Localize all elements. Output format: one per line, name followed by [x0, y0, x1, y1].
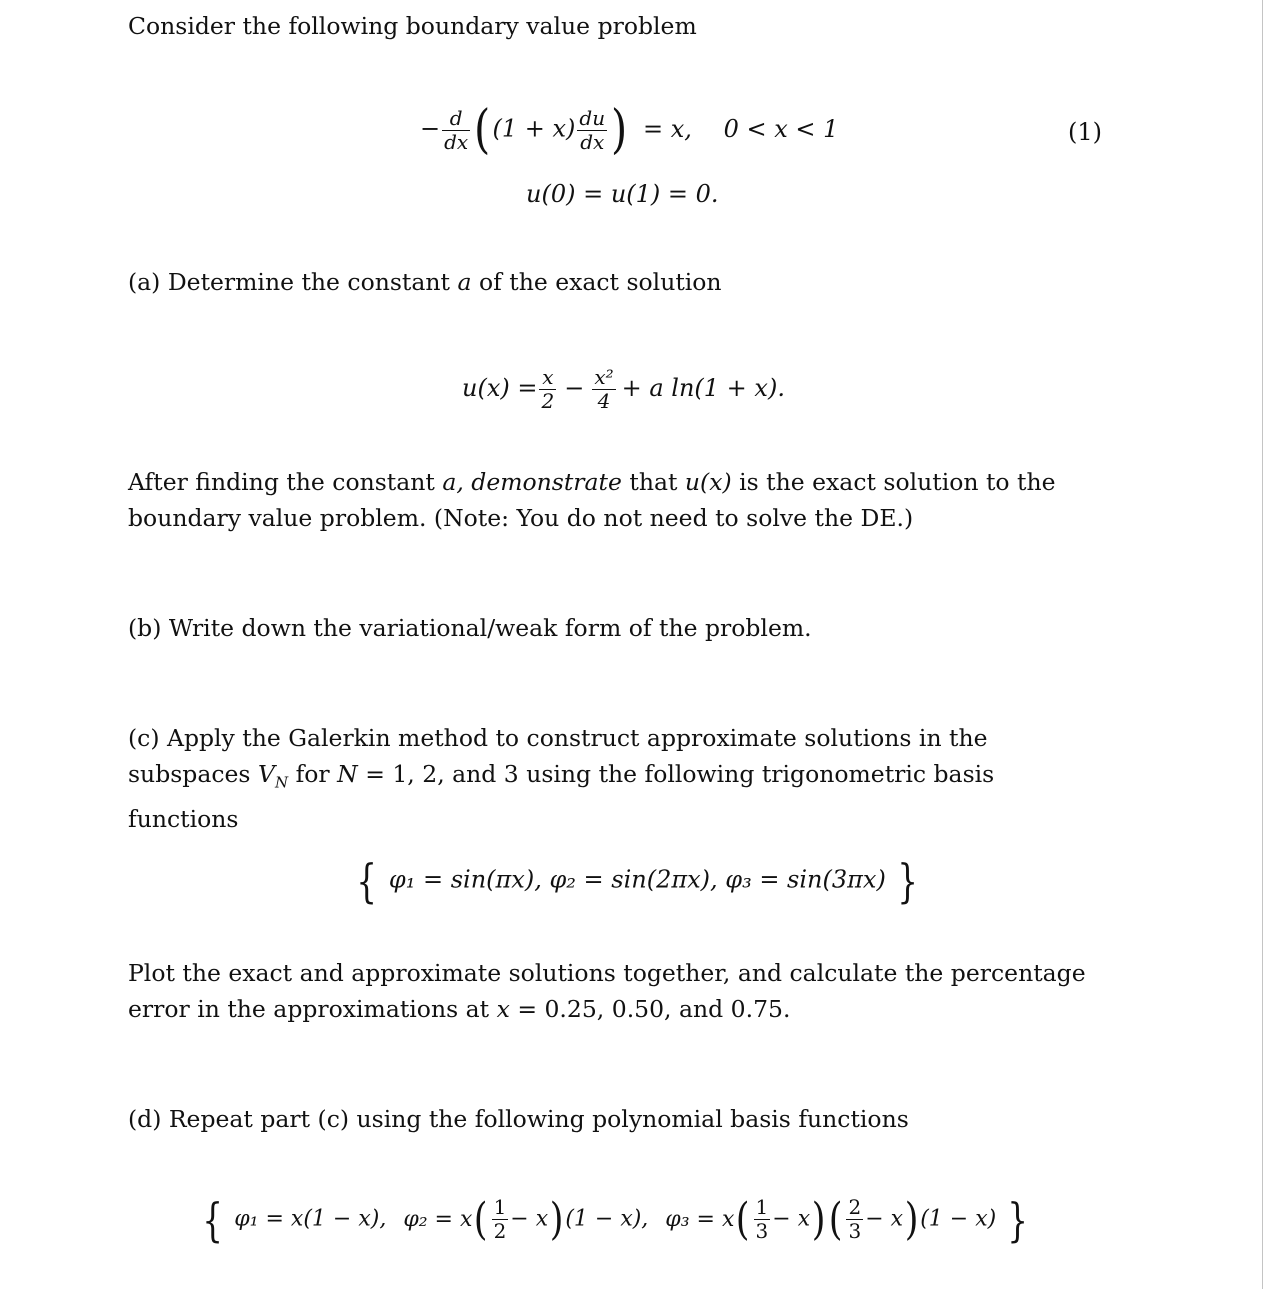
equation-1: − $\frac{d}{dx}$ ((1 + x) $\frac{du}{dx}$ ) = x, 0 < x < 1: [420, 100, 839, 160]
poly-basis: { φ₁ = x(1 − x), φ₂ = x( $\frac{1}{2}$ − x)(1 − x), φ₃ = x( $\frac{1}{3}$ − x)( $\frac{2}{3}$ − x)(1 − x) }: [202, 1192, 1029, 1247]
part-c-prompt: (c) Apply the Galerkin method to construct approximate solutions in the subspaces $V_N$ for N = 1, 2, and 3 using the following trigonometric basis functions: [128, 724, 995, 833]
du-dx-fraction: $\frac{du}{dx}$: [579, 105, 606, 154]
part-c-plot-text: Plot the exact and approximate solutions together, and calculate the percentage error in the approximations at x = 0.25, 0.50, and 0.75.: [128, 959, 1086, 1023]
part-a-prompt: (a) Determine the constant a of the exact solution: [128, 268, 722, 296]
x2-over-4-fraction: $\frac{\text{x²}}{4}$: [594, 365, 614, 413]
intro-text: Consider the following boundary value problem: [128, 12, 697, 40]
equation-tag: (1): [1068, 118, 1102, 146]
part-b-text: (b) Write down the variational/weak form of the problem.: [128, 614, 812, 642]
exact-solution: u(x) = $\frac{x}{2}$ − $\frac{\text{x²}}{4}$ + a ln(1 + x).: [462, 365, 785, 413]
trig-basis: { φ₁ = sin(πx), φ₂ = sin(2πx), φ₃ = sin(3πx) }: [356, 854, 919, 908]
boundary-conditions: u(0) = u(1) = 0.: [526, 180, 719, 208]
part-d-text: (d) Repeat part (c) using the following polynomial basis functions: [128, 1105, 909, 1133]
page-edge: [1262, 0, 1263, 1289]
part-a-followup: After finding the constant a, demonstrate that u(x) is the exact solution to the boundary value problem. (Note: You do not need to solve the DE.): [128, 468, 1056, 532]
d-dx-fraction: $\frac{d}{dx}$: [444, 105, 469, 154]
x-over-2-fraction: $\frac{x}{2}$: [541, 365, 555, 413]
